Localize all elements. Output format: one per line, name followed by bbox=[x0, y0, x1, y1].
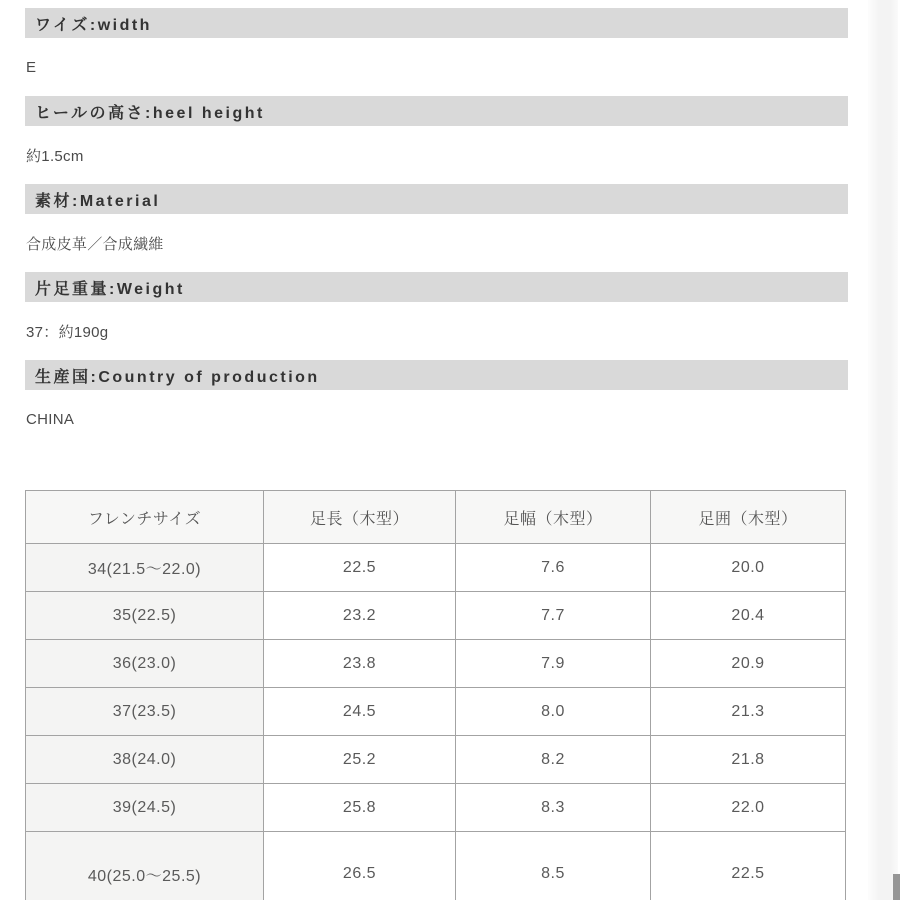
measurement-cell: 7.7 bbox=[456, 592, 651, 640]
spec-header-country-label: 生産国:Country of production bbox=[35, 368, 320, 386]
measurement-cell: 22.0 bbox=[651, 784, 846, 832]
col-header-foot-length: 足長（木型） bbox=[264, 491, 456, 544]
spec-header-width-label: ワイズ:width bbox=[35, 16, 152, 34]
measurement-cell: 26.5 bbox=[264, 832, 456, 900]
size-table-row bbox=[26, 592, 846, 640]
size-table-row bbox=[26, 640, 846, 688]
measurement-cell: 22.5 bbox=[264, 544, 456, 592]
measurement-cell: 20.4 bbox=[651, 592, 846, 640]
size-table-row bbox=[26, 544, 846, 592]
french-size-cell: 34(21.5～22.0) bbox=[26, 544, 264, 592]
measurement-cell: 8.0 bbox=[456, 688, 651, 736]
measurement-cell: 23.2 bbox=[264, 592, 456, 640]
spec-value-material: 合成皮革／合成繊維 bbox=[26, 235, 164, 253]
measurement-cell: 8.2 bbox=[456, 736, 651, 784]
measurement-cell: 7.6 bbox=[456, 544, 651, 592]
size-table-header-row bbox=[26, 491, 846, 544]
spec-value-width: E bbox=[26, 58, 37, 76]
spec-header-material-label: 素材:Material bbox=[35, 192, 161, 210]
size-table-row bbox=[26, 736, 846, 784]
measurement-cell: 23.8 bbox=[264, 640, 456, 688]
measurement-cell: 8.5 bbox=[456, 832, 651, 900]
measurement-cell: 22.5 bbox=[651, 832, 846, 900]
size-table-row bbox=[26, 784, 846, 832]
french-size-cell: 37(23.5) bbox=[26, 688, 264, 736]
measurement-cell: 21.8 bbox=[651, 736, 846, 784]
size-table-row bbox=[26, 832, 846, 900]
measurement-cell: 25.8 bbox=[264, 784, 456, 832]
spec-header-heel-height bbox=[25, 96, 848, 126]
scrollbar-thumb[interactable] bbox=[893, 874, 900, 900]
french-size-cell: 40(25.0～25.5) bbox=[26, 832, 264, 900]
spec-header-country bbox=[25, 360, 848, 390]
spec-value-heel-height: 約1.5cm bbox=[26, 147, 84, 165]
spec-header-material bbox=[25, 184, 848, 214]
measurement-cell: 20.9 bbox=[651, 640, 846, 688]
size-chart-section bbox=[25, 490, 845, 900]
spec-value-country: CHINA bbox=[26, 410, 75, 428]
spec-header-weight-label: 片足重量:Weight bbox=[35, 280, 185, 298]
spec-value-weight: 37：約190g bbox=[26, 323, 109, 341]
french-size-cell: 38(24.0) bbox=[26, 736, 264, 784]
french-size-cell: 36(23.0) bbox=[26, 640, 264, 688]
spec-header-weight bbox=[25, 272, 848, 302]
measurement-cell: 21.3 bbox=[651, 688, 846, 736]
measurement-cell: 20.0 bbox=[651, 544, 846, 592]
spec-sections bbox=[25, 8, 848, 448]
measurement-cell: 25.2 bbox=[264, 736, 456, 784]
right-gutter bbox=[868, 0, 898, 900]
col-header-foot-girth: 足囲（木型） bbox=[651, 491, 846, 544]
spec-header-heel-height-label: ヒールの高さ:heel height bbox=[35, 104, 265, 122]
measurement-cell: 24.5 bbox=[264, 688, 456, 736]
col-header-foot-width: 足幅（木型） bbox=[456, 491, 651, 544]
french-size-cell: 35(22.5) bbox=[26, 592, 264, 640]
size-table-row bbox=[26, 688, 846, 736]
spec-header-width bbox=[25, 8, 848, 38]
col-header-french-size: フレンチサイズ bbox=[26, 491, 264, 544]
size-chart-table bbox=[25, 490, 846, 900]
size-table-body bbox=[26, 544, 846, 900]
french-size-cell: 39(24.5) bbox=[26, 784, 264, 832]
measurement-cell: 7.9 bbox=[456, 640, 651, 688]
measurement-cell: 8.3 bbox=[456, 784, 651, 832]
